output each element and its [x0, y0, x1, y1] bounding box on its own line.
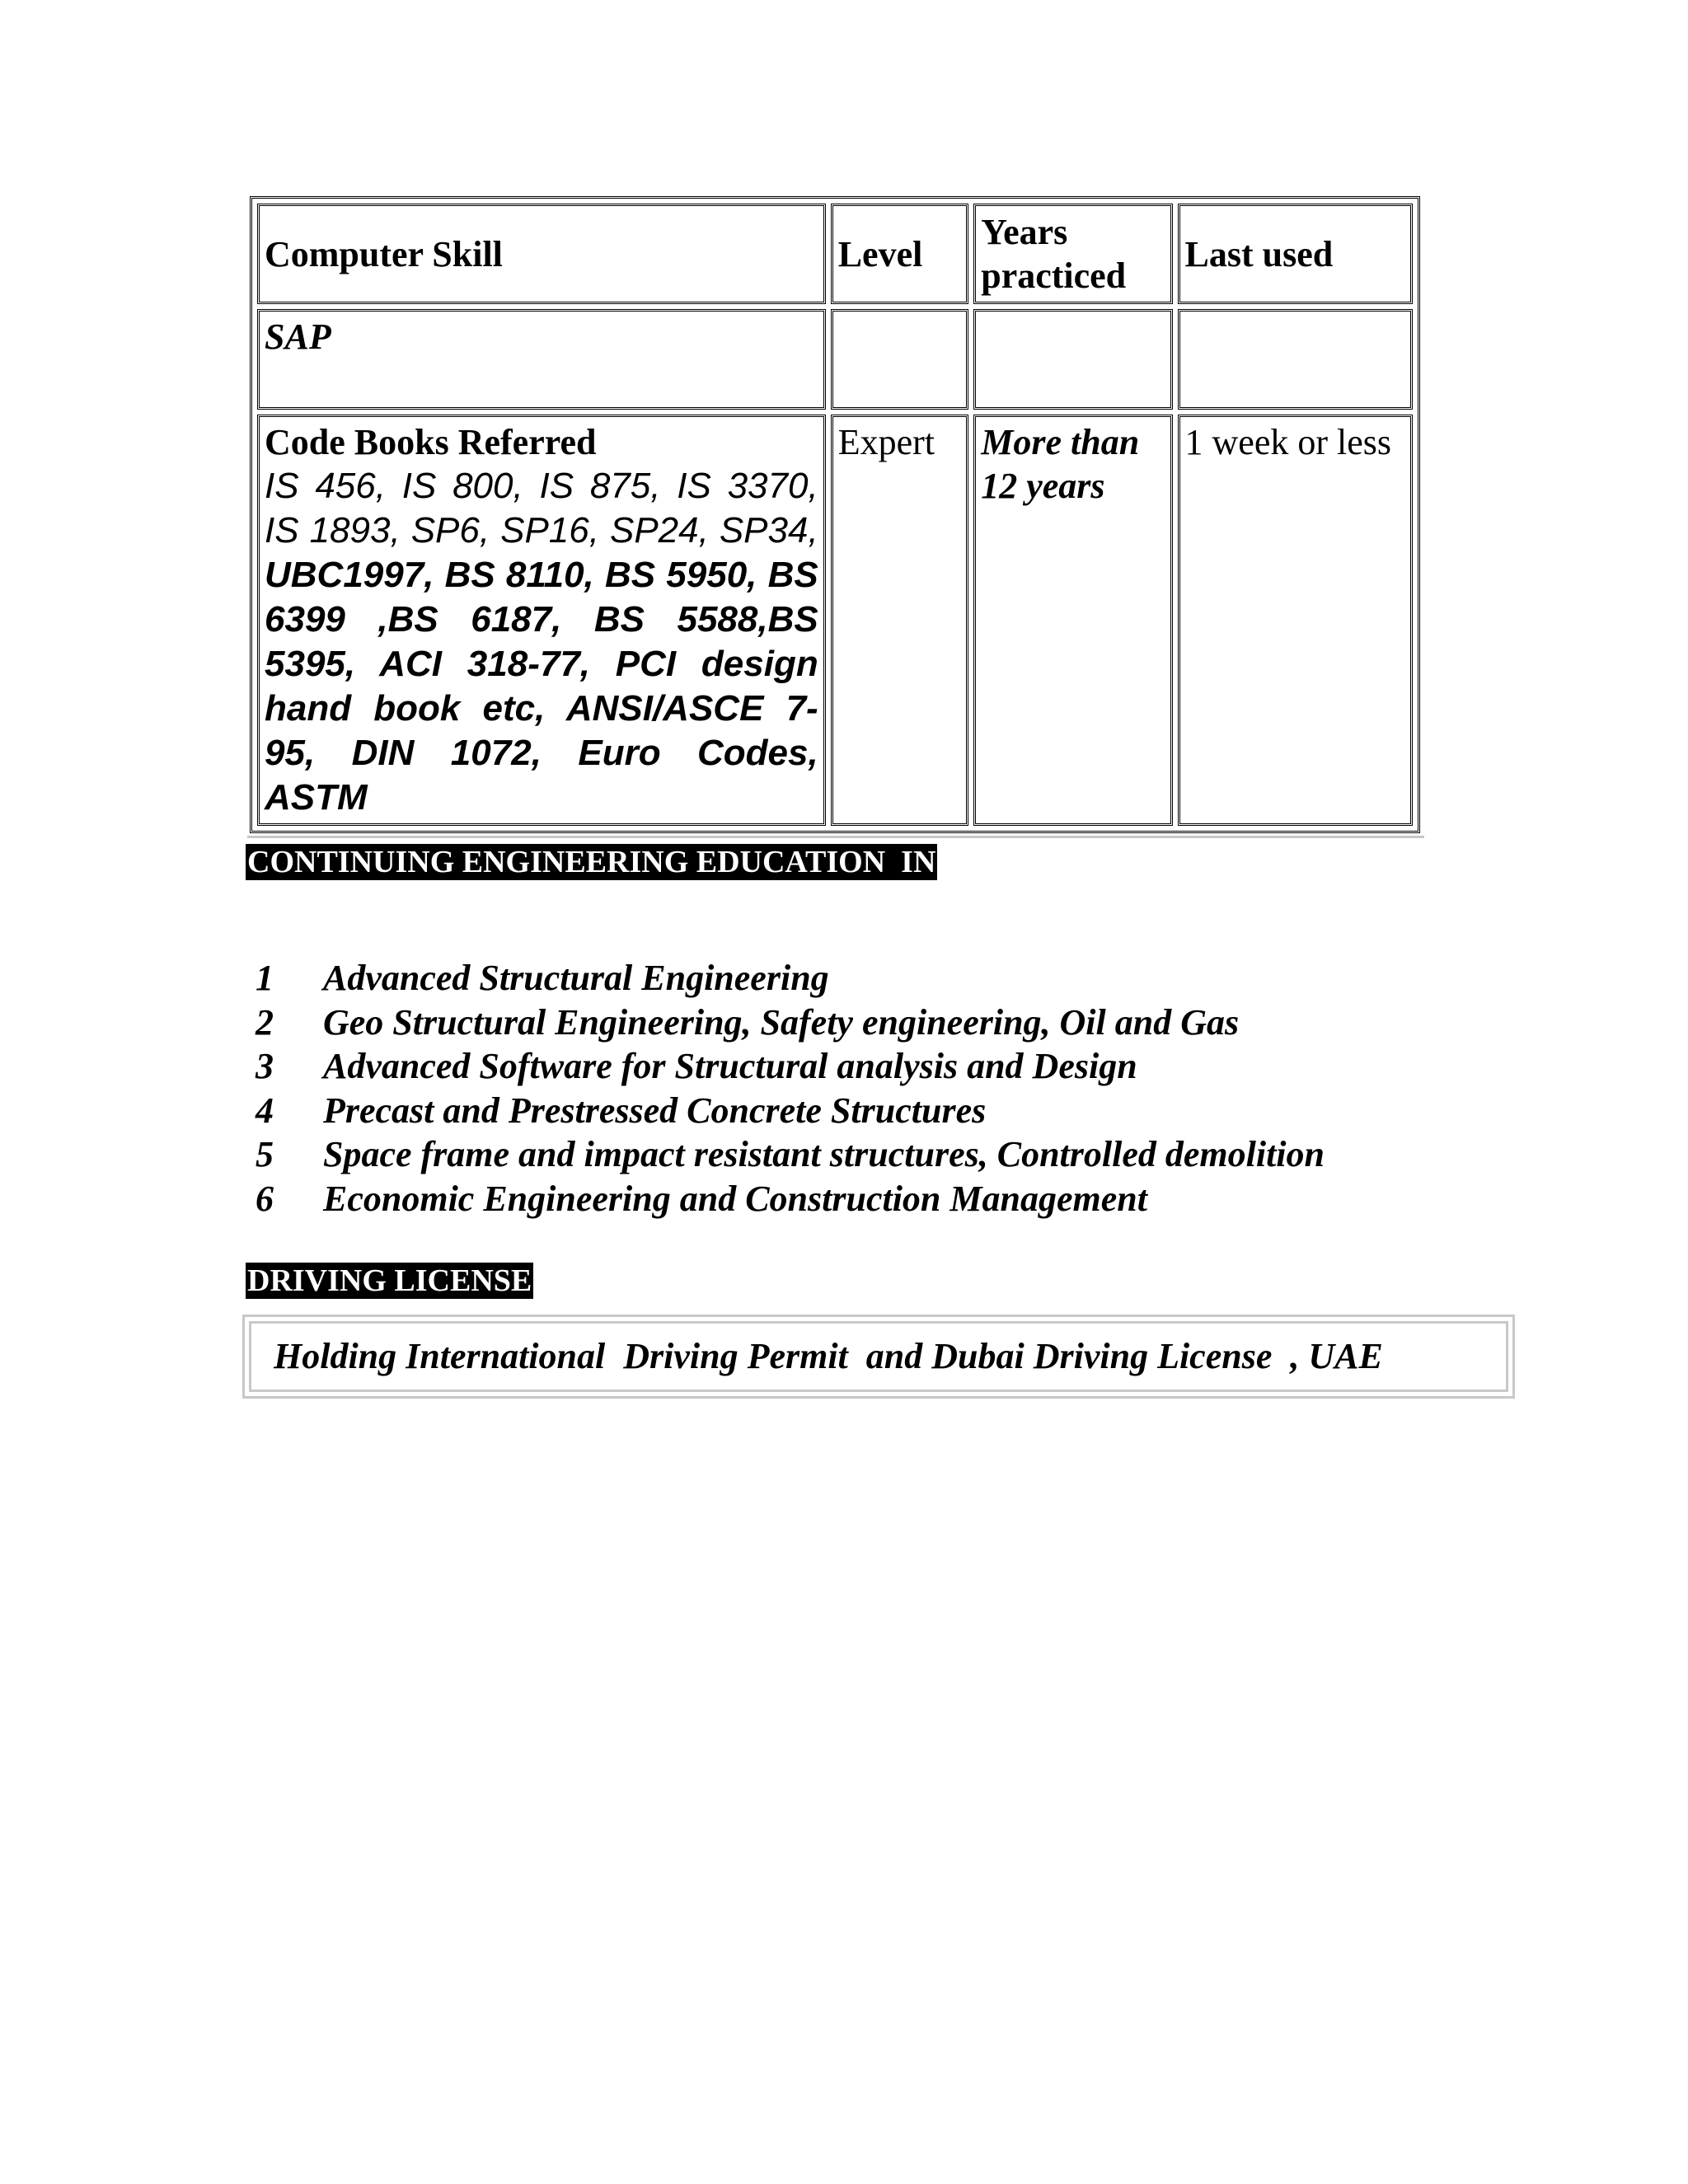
code-books-level: Expert [831, 415, 969, 826]
code-books-cell [257, 415, 826, 826]
years-cell [973, 309, 1172, 410]
list-item-number: 2 [256, 1001, 274, 1043]
computer-skills-table [250, 196, 1420, 833]
list-item [256, 1001, 1325, 1045]
list-item-text: Economic Engineering and Construction Management [323, 1178, 1147, 1219]
list-item-number: 6 [256, 1178, 274, 1219]
table-row [257, 309, 1413, 410]
skill-name: SAP [265, 316, 331, 357]
list-item [256, 956, 1325, 1001]
driving-license-box [242, 1315, 1515, 1399]
list-item [256, 1132, 1325, 1177]
header-level: Level [831, 204, 969, 304]
code-books-title: Code Books Referred [265, 422, 597, 462]
code-books-list-bold: UBC1997, BS 8110, BS 5950, BS 6399 ,BS 6187, BS 5588,BS 5395, ACI 318-77, PCI design hand book etc, ANSI/ASCE 7-95, DIN 1072, Euro Codes, ASTM [265, 555, 818, 818]
list-item-number: 4 [256, 1090, 274, 1131]
list-item-number: 1 [256, 958, 274, 998]
code-books-years [973, 415, 1172, 826]
list-item [256, 1089, 1325, 1133]
driving-license-heading: DRIVING LICENSE [247, 1263, 532, 1298]
table-row [257, 415, 1413, 826]
list-item [256, 1177, 1325, 1221]
list-item-text: Advanced Structural Engineering [323, 958, 829, 998]
code-books-list-plain: IS 456, IS 800, IS 875, IS 3370, IS 1893, SP6, SP16, SP24, SP34, [265, 466, 818, 551]
list-item-number: 5 [256, 1134, 274, 1174]
list-item-number: 3 [256, 1046, 274, 1086]
header-computer-skill: Computer Skill [257, 204, 826, 304]
continuing-education-list [256, 956, 1325, 1221]
list-item-text: Advanced Software for Structural analysis and Design [323, 1046, 1137, 1086]
last-used-cell [1178, 309, 1413, 410]
horizontal-divider [247, 836, 1424, 838]
header-last-used: Last used [1178, 204, 1413, 304]
list-item-text: Precast and Prestressed Concrete Structures [323, 1090, 987, 1131]
skill-cell [257, 309, 826, 410]
code-books-list [265, 464, 818, 820]
list-item-text: Space frame and impact resistant structures, Controlled demolition [323, 1134, 1325, 1174]
level-cell [831, 309, 969, 410]
continuing-education-heading: CONTINUING ENGINEERING EDUCATION IN [247, 845, 936, 879]
list-item-text: Geo Structural Engineering, Safety engineering, Oil and Gas [323, 1001, 1240, 1043]
table-header-row [257, 204, 1413, 304]
header-years-practiced: Years practiced [973, 204, 1172, 304]
code-books-last-used: 1 week or less [1178, 415, 1413, 826]
list-item [256, 1044, 1325, 1089]
code-books-years-value: More than 12 years [981, 422, 1140, 506]
driving-license-text: Holding International Driving Permit and Dubai Driving License , UAE [249, 1321, 1508, 1392]
